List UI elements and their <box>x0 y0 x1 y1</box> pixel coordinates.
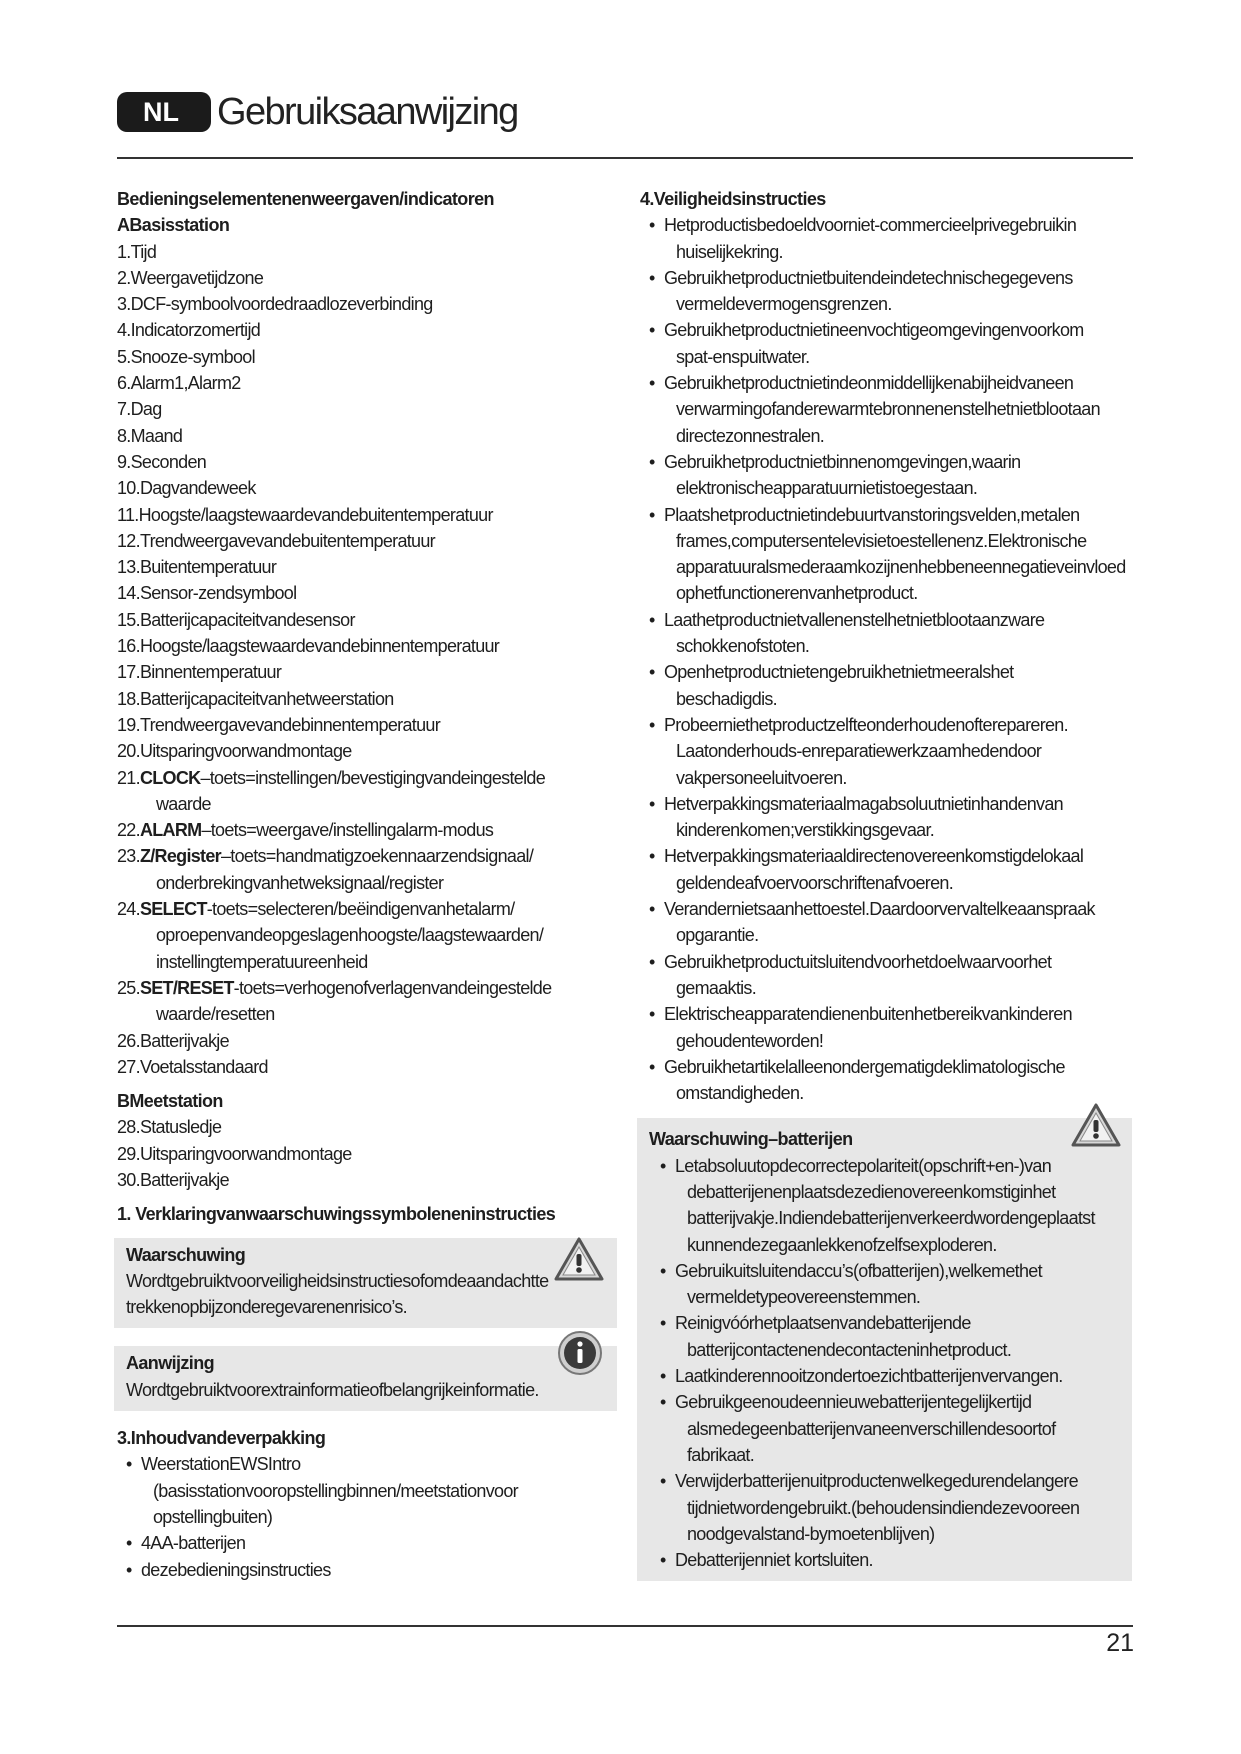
safety-instruction: • Elektrischeapparatendienenbuitenhetbereikvankinderen gehoudenteworden! <box>649 1004 1072 1051</box>
safety-instruction: • Hetproductisbedoeldvoorniet-commercieelprivegebruikin huiselijkekring. <box>649 215 1077 262</box>
safety-instruction: • Gebruikhetartikelalleenondergematigdeklimatologische omstandigheden. <box>649 1056 1065 1104</box>
list-item: 20.Uitsparingvoorwandmontage <box>117 741 352 762</box>
clock-key-label: CLOCK <box>139 767 201 788</box>
list-item: 12.Trendweergavevandebuitentemperatuur <box>117 530 435 551</box>
list-item: 17.Binnentemperatuur <box>117 662 282 683</box>
meetstation-items <box>117 1114 617 1193</box>
list-item: 10.Dagvandeweek <box>117 478 256 499</box>
note-box-line1: Wordtgebruiktvoorextrainformatieofbelangrijkeinformatie. <box>126 1379 539 1400</box>
info-icon <box>557 1330 603 1383</box>
safety-instruction: • Gebruikhetproductnietbinnenomgevingen,waarin elektronischeapparatuurnietistoegestaan. <box>649 451 1021 499</box>
language-badge: NL <box>117 92 211 132</box>
set-reset-key-label: SET/RESET <box>139 977 234 998</box>
basestation-items <box>117 239 617 765</box>
list-item-27: 27.Voetalsstandaard <box>117 1056 268 1077</box>
list-item: 7.Dag <box>117 399 162 420</box>
warning-triangle-icon <box>1070 1102 1122 1155</box>
list-item: 5.Snooze-symbool <box>117 346 255 367</box>
safety-instruction: • Hetverpakkingsmateriaaldirectenovereenkomstigdelokaal geldendeafvoervoorschriftenafvoeren. <box>649 846 1084 893</box>
list-item: 1.Tijd <box>117 241 157 262</box>
list-item: 19.Trendweergavevandebinnentemperatuur <box>117 714 440 735</box>
battery-instruction: • Gebruikuitsluitendaccu’s(ofbatterijen),welkemethet vermeldetypeovereenstemmen. <box>660 1260 1042 1308</box>
warning-box <box>114 1238 617 1329</box>
safety-instruction: • Laathetproductnietvallenenstelhetnietblootaanzware schokkenofstoten. <box>649 609 1045 657</box>
section4-heading: 4.Veiligheidsinstructies <box>640 189 826 209</box>
battery-warning-box <box>637 1118 1132 1581</box>
battery-instruction: • Debatterijenniet kortsluiten. <box>660 1550 873 1571</box>
list-item-25-cont: waarde/resetten <box>156 1004 275 1025</box>
list-item: 3.DCF-symboolvoordedraadlozeverbinding <box>117 294 433 315</box>
footer-rule <box>117 1625 1133 1627</box>
list-item: 4.Indicatorzomertijd <box>117 320 261 341</box>
warning-triangle-icon <box>553 1236 605 1289</box>
list-item: 8.Maand <box>117 425 183 446</box>
package-item-3: • dezebedieningsinstructies <box>126 1559 331 1580</box>
list-item-24: 24.SELECT-toets=selecteren/beëindigenvanhetalarm/ <box>117 899 515 920</box>
note-box-title: Aanwijzing <box>126 1353 214 1374</box>
safety-instruction: • Gebruikhetproductnietineenvochtigeomgevingenvoorkom spat-enspuitwater. <box>649 320 1084 367</box>
package-item-2: • 4AA-batterijen <box>126 1533 246 1554</box>
list-item: 30.Batterijvakje <box>117 1169 229 1190</box>
safety-instruction: • Hetverpakkingsmateriaalmagabsoluutnietinhandenvan kinderenkomen;verstikkingsgevaar. <box>649 793 1063 841</box>
list-item: 14.Sensor-zendsymbool <box>117 583 297 604</box>
page-header <box>117 88 518 136</box>
select-key-label: SELECT <box>139 899 207 920</box>
meetstation-heading: BMeetstation <box>117 1091 223 1112</box>
warning-box-line2: trekkenopbijzonderegevarenenrisico’s. <box>126 1297 407 1318</box>
battery-instruction: • Letabsoluutopdecorrectepolariteit(opschrift+en-)van debatterijenenplaatsdezedienovereenkomstiginhet batterijvakje.Indiendebatterijenverkeerdwordengeplaatst kunnendezegaanlekkenofzelfsexploderen. <box>660 1155 1095 1255</box>
page-number: 21 <box>1106 1629 1134 1657</box>
list-item-26: 26.Batterijvakje <box>117 1030 229 1051</box>
section1-heading: 1. Verklaringvanwaarschuwingssymboleneninstructies <box>117 1204 556 1225</box>
list-item: 18.Batterijcapaciteitvanhetweerstation <box>117 688 394 709</box>
list-item-21: 21.CLOCK–toets=instellingen/bevestigingvandeingestelde <box>117 767 546 788</box>
list-item: 2.Weergavetijdzone <box>117 267 264 288</box>
list-item: 29.Uitsparingvoorwandmontage <box>117 1143 352 1164</box>
register-key-label: Z/Register <box>139 846 221 867</box>
list-item-25: 25.SET/RESET-toets=verhogenofverlagenvandeingestelde <box>117 977 552 998</box>
safety-instruction: • Plaatshetproductnietindebuurtvanstoringsvelden,metalen frames,computersentelevisietoestellenenz.Elektronische apparatuuralsmederaamkozijnenhebbeneennegatieveinvloed ophetfunctionerenvanhetproduct. <box>649 504 1126 604</box>
list-item-23-cont: onderbrekingvanhetweksignaal/register <box>156 872 444 893</box>
safety-list <box>640 212 1132 1106</box>
list-item-22: 22.ALARM–toets=weergave/instellingalarm-modus <box>117 820 494 841</box>
header-rule <box>117 157 1133 159</box>
safety-instruction: • Probeerniethetproductzelfteonderhoudenofterepareren. Laatonderhouds-enreparatiewerkzaamhedendoor vakpersoneeluitvoeren. <box>649 714 1068 788</box>
document-title: Gebruiksaanwijzing <box>217 90 518 133</box>
battery-list <box>649 1153 1120 1574</box>
controls-heading: Bedieningselementenenweergaven/indicatoren <box>117 189 494 209</box>
battery-instruction: • Reinigvóórhetplaatsenvandebatterijende batterijcontactenendecontacteninhetproduct. <box>660 1313 1012 1360</box>
section3-heading: 3.Inhoudvandeverpakking <box>117 1428 326 1449</box>
basestation-heading: ABasisstation <box>117 215 230 236</box>
list-item-23: 23.Z/Register–toets=handmatigzoekennaarzendsignaal/ <box>117 846 534 867</box>
left-column <box>117 186 617 1583</box>
warning-box-line1: Wordtgebruiktvoorveiligheidsinstructiesofomdeaandachtte <box>126 1270 549 1291</box>
battery-warning-title: Waarschuwing–batterijen <box>649 1129 853 1150</box>
warning-box-title: Waarschuwing <box>126 1244 246 1265</box>
battery-instruction: • Verwijderbatterijenuitproductenwelkegedurendelangere tijdnietwordengebruikt.(behoudensindiendezevooreen noodgevalstand-bymoetenblijven) <box>660 1471 1080 1544</box>
package-item-1: • WeerstationEWSIntro (basisstationvooropstellingbinnen/meetstationvoor opstellingbuiten) <box>126 1454 518 1527</box>
battery-instruction: • Gebruikgeenoudeennieuwebatterijentegelijkertijd alsmedegeenbatterijenvaneenverschillendesoortof fabrikaat. <box>660 1392 1056 1465</box>
list-item: 16.Hoogste/laagstewaardevandebinnentemperatuur <box>117 636 500 657</box>
list-item: 15.Batterijcapaciteitvandesensor <box>117 609 355 630</box>
safety-instruction: • Gebruikhetproductuitsluitendvoorhetdoelwaarvoorhet gemaaktis. <box>649 951 1052 998</box>
alarm-key-label: ALARM <box>139 820 202 841</box>
list-item-24-cont2: instellingtemperatuureenheid <box>156 951 368 972</box>
right-column <box>640 186 1132 1595</box>
note-box <box>114 1346 617 1411</box>
list-item: 28.Statusledje <box>117 1117 222 1138</box>
safety-instruction: • Verandernietsaanhettoestel.Daardoorvervaltelkeaanspraak opgarantie. <box>649 899 1095 946</box>
battery-instruction: • Laatkinderennooitzondertoezichtbatterijenvervangen. <box>660 1366 1063 1387</box>
safety-instruction: • Gebruikhetproductnietbuitendeindetechnischegegevens vermeldevermogensgrenzen. <box>649 267 1073 315</box>
list-item-21-cont: waarde <box>156 793 211 814</box>
list-item: 9.Seconden <box>117 451 207 472</box>
list-item: 13.Buitentemperatuur <box>117 557 277 578</box>
list-item-24-cont1: oproepenvandeopgeslagenhoogste/laagstewaarden/ <box>156 925 544 946</box>
list-item: 6.Alarm1,Alarm2 <box>117 373 241 394</box>
list-item: 11.Hoogste/laagstewaardevandebuitentemperatuur <box>117 504 493 525</box>
safety-instruction: • Openhetproductnietengebruikhetnietmeeralshet beschadigdis. <box>649 662 1014 709</box>
safety-instruction: • Gebruikhetproductnietindeonmiddellijkenabijheidvaneen verwarmingofanderewarmtebronnenenstelhetnietblootaan directezonnestralen. <box>649 373 1100 446</box>
